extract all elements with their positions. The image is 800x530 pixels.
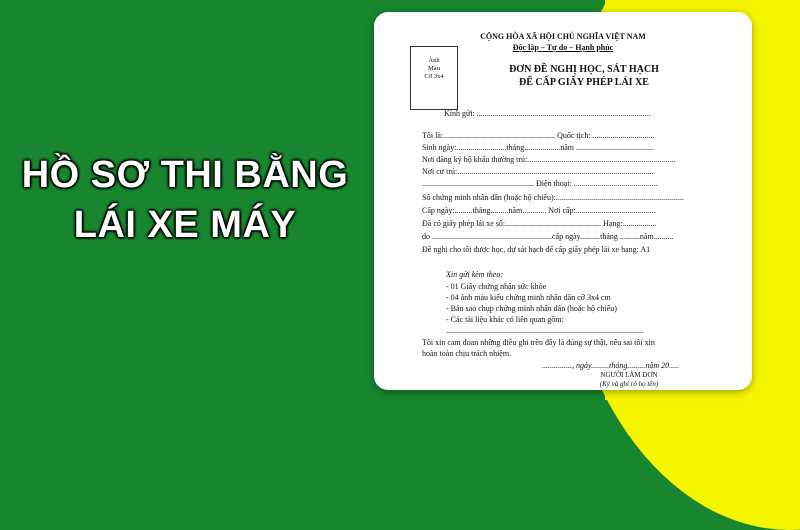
form-line: do ............................................................cấp ngày..........tháng ..........năm.......... [422, 232, 674, 241]
attachment-item: - Các tài liệu khác có liên quan gồm: [446, 315, 564, 324]
form-line: Sinh ngày:.........................tháng..................năm ....................................... [422, 143, 654, 152]
date-line: ..............., ngày.........tháng.........năm 20..... [542, 361, 680, 370]
signer-note: (Ký và ghi rõ họ tên) [599, 380, 659, 388]
form-line: Cấp ngày:.........tháng.........năm............ Nơi cấp:........................................ [422, 206, 656, 215]
form-line: Đã có giấy phép lái xe số:................................................ Hạng:................. [422, 219, 657, 228]
form-title-line-2: ĐỂ CẤP GIẤY PHÉP LÁI XE [519, 77, 649, 88]
application-form-paper [374, 12, 752, 390]
declaration-line-2: hoàn toàn chịu trách nhiệm. [422, 349, 512, 358]
form-line: ........................................................ Điện thoại: .......................................... [422, 179, 658, 188]
photo-box-line: Màu [428, 65, 440, 72]
headline-line-2: LÁI XE MÁY [73, 204, 297, 246]
form-line: Tôi là:........................................................ Quốc tịch: ............................... [422, 131, 655, 140]
attachments-heading: Xin gửi kèm theo: [446, 270, 504, 279]
form-line: Đề nghị cho tôi được học, dự sát hạch để cấp giấy phép lái xe hạng: A1 [422, 245, 651, 254]
form-line: Nơi cư trú:.................................................................................................. [422, 167, 654, 176]
photo-box-line: Cỡ 3x4 [424, 73, 444, 80]
form-line: Kính gửi: ....................................................................................... [444, 109, 651, 118]
attachment-item: - 01 Giấy chứng nhận sức khỏe [446, 282, 547, 291]
headline-line-1: HỒ SƠ THI BẰNG [21, 154, 349, 196]
signer-label: NGƯỜI LÀM ĐƠN [600, 371, 658, 379]
form-line: Số chứng minh nhân dân (hoặc hộ chiếu):................................................................ [422, 193, 684, 202]
form-line: Nơi đăng ký hộ khẩu thường trú:.......................................................................... [422, 155, 676, 164]
form-title-line-1: ĐƠN ĐỀ NGHỊ HỌC, SÁT HẠCH [509, 64, 659, 75]
attachment-item: - 04 ảnh màu kiểu chứng minh nhân dân cỡ 3x4 cm [446, 293, 611, 302]
headline [20, 150, 350, 250]
form-document [374, 12, 752, 390]
national-title: CỘNG HÒA XÃ HỘI CHỦ NGHĨA VIỆT NAM [480, 32, 646, 41]
declaration-line-1: Tôi xin cam đoan những điều ghi trên đây là đúng sự thật, nếu sai tôi xin [422, 338, 655, 347]
attachment-item: ................................................................................................... [446, 326, 644, 335]
motto: Độc lập – Tự do – Hạnh phúc [512, 43, 614, 52]
attachment-item: - Bản sao chụp chứng minh nhân dân (hoặc hộ chiếu) [446, 304, 617, 313]
photo-box-line: Ảnh [428, 57, 440, 64]
